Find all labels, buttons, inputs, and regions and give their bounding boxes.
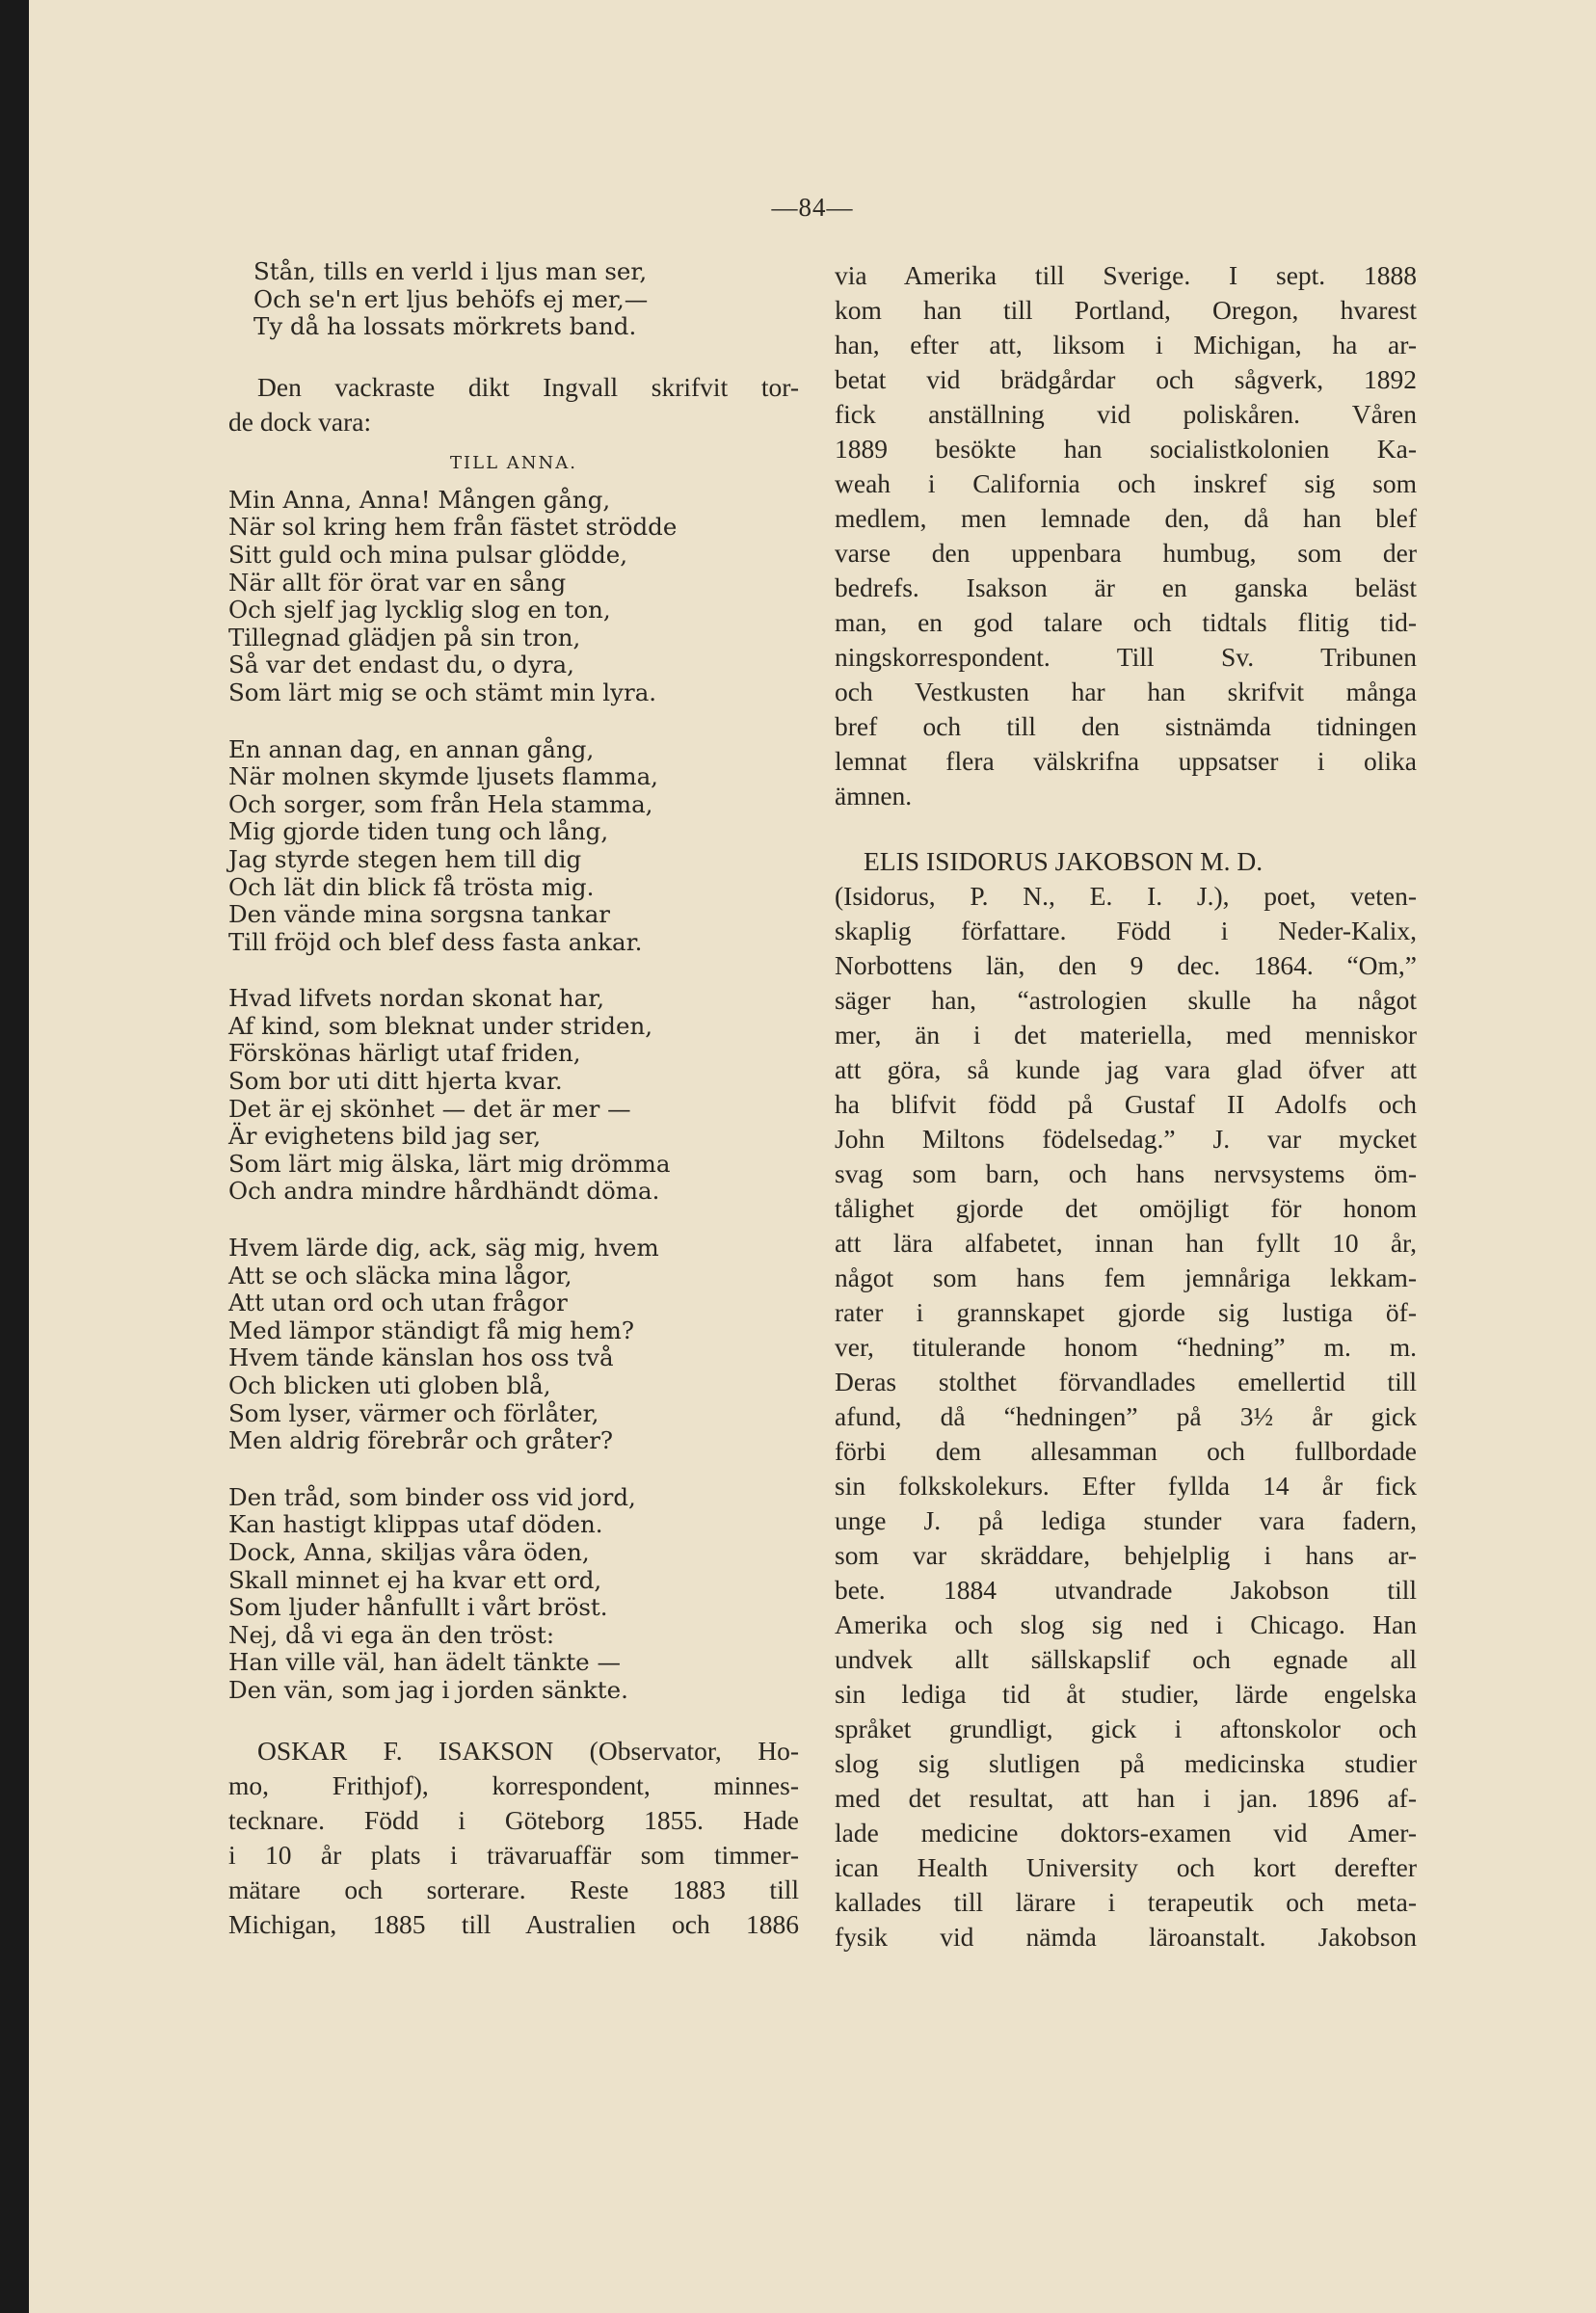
text-line: Amerika och slog sig ned i Chicago. Han xyxy=(835,1609,1417,1639)
poem-line: Det är ej skönhet — det är mer — xyxy=(228,1094,631,1123)
text-line: ELIS ISIDORUS JAKOBSON M. D. xyxy=(864,846,1264,876)
poem-line: Sitt guld och mina pulsar glödde, xyxy=(228,540,628,569)
text-line: ican Health University och kort derefter xyxy=(835,1852,1417,1882)
text-line: unge J. på lediga stunder vara fadern, xyxy=(835,1505,1417,1535)
text-line: med det resultat, att han i jan. 1896 af- xyxy=(835,1783,1417,1813)
text-line: mätare och sorterare. Reste 1883 till xyxy=(228,1874,799,1904)
poem-line: Nej, då vi ega än den tröst: xyxy=(228,1620,555,1649)
poem-stanza xyxy=(228,985,799,1206)
text-line: han, efter att, liksom i Michigan, ha ar- xyxy=(835,330,1417,359)
right-column xyxy=(835,258,1417,1954)
intro-paragraph xyxy=(228,370,799,439)
poem-fragment xyxy=(228,258,799,341)
poem-line: Hvem tände känslan hos oss två xyxy=(228,1343,614,1372)
text-line: OSKAR F. ISAKSON (Observator, Ho- xyxy=(257,1735,799,1766)
poem-line: Och lät din blick få trösta mig. xyxy=(228,872,595,901)
isakson-entry xyxy=(228,1734,799,1942)
poem-line: Och andra mindre hårdhändt döma. xyxy=(228,1177,660,1206)
poem-line: Förskönas härligt utaf friden, xyxy=(228,1039,581,1068)
book-page xyxy=(29,0,1596,2313)
text-line: weah i California och inskref sig som xyxy=(835,468,1417,498)
poem-line: Är evighetens bild jag ser, xyxy=(228,1122,542,1151)
text-line: de dock vara: xyxy=(228,406,372,437)
page-number: —84— xyxy=(771,193,854,222)
poem-line: Han ville väl, han ädelt tänkte — xyxy=(228,1648,621,1677)
poem-line: Af kind, som bleknat under striden, xyxy=(228,1011,653,1040)
text-line: skaplig författare. Född i Neder-Kalix, xyxy=(835,916,1417,945)
text-line: tecknare. Född i Göteborg 1855. Hade xyxy=(228,1804,799,1835)
text-line: Den vackraste dikt Ingvall skrifvit tor- xyxy=(257,371,799,402)
jakobson-entry xyxy=(835,844,1417,1954)
poem-line: Mig gjorde tiden tung och lång, xyxy=(228,817,609,846)
text-line: Michigan, 1885 till Australien och 1886 xyxy=(228,1908,799,1939)
poem-line: Hvad lifvets nordan skonat har, xyxy=(228,984,605,1013)
poem-line: Att utan ord och utan frågor xyxy=(228,1289,568,1317)
poem-line: När molnen skymde ljusets flamma, xyxy=(228,762,658,791)
poem-line: Och se'n ert ljus behöfs ej mer,— xyxy=(253,284,649,313)
poem-line: Som lärt mig älska, lärt mig drömma xyxy=(228,1149,671,1178)
text-line: kom han till Portland, Oregon, hvarest xyxy=(835,295,1417,325)
text-line: lemnat flera välskrifna uppsatser i olika xyxy=(835,746,1417,776)
text-line: ämnen. xyxy=(835,781,913,811)
poem-line: Men aldrig förebrår och gråter? xyxy=(228,1426,614,1455)
text-line: i 10 år plats i trävaruaffär som timmer- xyxy=(228,1839,799,1870)
text-line: Norbottens län, den 9 dec. 1864. “Om,” xyxy=(835,950,1417,980)
text-line: betat vid brädgårdar och sågverk, 1892 xyxy=(835,364,1417,394)
poem-line: Med lämpor ständigt få mig hem? xyxy=(228,1316,634,1344)
poem-line: Tillegnad glädjen på sin tron, xyxy=(228,623,581,651)
text-line: bref och till den sistnämda tidningen xyxy=(835,711,1417,741)
left-column xyxy=(228,258,799,1942)
text-line: språket grundligt, gick i aftonskolor och xyxy=(835,1714,1417,1743)
text-line: John Miltons födelsedag.” J. var mycket xyxy=(835,1124,1417,1154)
poem-line: Att se och släcka mina lågor, xyxy=(228,1261,572,1289)
text-line: något som hans fem jemnåriga lekkam- xyxy=(835,1263,1417,1292)
text-line: Deras stolthet förvandlades emellertid till xyxy=(835,1367,1417,1396)
text-line: bedrefs. Isakson är en ganska beläst xyxy=(835,572,1417,602)
text-line: afund, då “hedningen” på 3½ år gick xyxy=(835,1401,1417,1431)
text-line: svag som barn, och hans nervsystems öm- xyxy=(835,1158,1417,1188)
poem-stanza xyxy=(228,1235,799,1455)
text-line: sin lediga tid åt studier, lärde engelska xyxy=(835,1679,1417,1709)
text-line: kallades till lärare i terapeutik och meta- xyxy=(835,1887,1417,1917)
text-line: (Isidorus, P. N., E. I. J.), poet, veten- xyxy=(835,881,1417,911)
text-line: mer, än i det materiella, med menniskor xyxy=(835,1020,1417,1050)
text-line: sin folkskolekurs. Efter fyllda 14 år fick xyxy=(835,1471,1417,1501)
poem-line: Till fröjd och blef dess fasta ankar. xyxy=(228,927,643,956)
poem-line: Dock, Anna, skiljas våra öden, xyxy=(228,1537,590,1566)
poem-line: Den vände mina sorgsna tankar xyxy=(228,900,611,929)
text-line: lade medicine doktors-examen vid Amer- xyxy=(835,1818,1417,1848)
poem-stanza xyxy=(228,487,799,707)
text-line: rater i grannskapet gjorde sig lustiga öf- xyxy=(835,1297,1417,1327)
poem-line: När sol kring hem från fästet strödde xyxy=(228,513,678,542)
text-line: ver, titulerande honom “hedning” m. m. xyxy=(835,1332,1417,1362)
poem-title: TILL ANNA. xyxy=(450,452,577,473)
poem-line: Kan hastigt klippas utaf döden. xyxy=(228,1510,603,1539)
poem-line: Skall minnet ej ha kvar ett ord, xyxy=(228,1565,602,1594)
poem-stanza xyxy=(228,1484,799,1705)
text-line: förbi dem allesamman och fullbordade xyxy=(835,1436,1417,1466)
text-line: som var skräddare, behjelplig i hans ar- xyxy=(835,1540,1417,1570)
poem-line: Och sorger, som från Hela stamma, xyxy=(228,789,653,818)
text-line: bete. 1884 utvandrade Jakobson till xyxy=(835,1575,1417,1605)
text-line: att göra, så kunde jag vara glad öfver att xyxy=(835,1054,1417,1084)
poem-line: Och sjelf jag lycklig slog en ton, xyxy=(228,596,611,625)
text-line: mo, Frithjof), korrespondent, minnes- xyxy=(228,1769,799,1800)
poem-line: Som lyser, värmer och förlåter, xyxy=(228,1398,599,1427)
text-line: fick anställning vid poliskåren. Våren xyxy=(835,399,1417,429)
text-line: undvek allt sällskapslif och egnade all xyxy=(835,1644,1417,1674)
poem-line: Den tråd, som binder oss vid jord, xyxy=(228,1482,636,1511)
poem-line: Så var det endast du, o dyra, xyxy=(228,651,574,679)
poem-line: En annan dag, en annan gång, xyxy=(228,734,595,763)
poem-line: Som bor uti ditt hjerta kvar. xyxy=(228,1067,563,1096)
text-line: ha blifvit född på Gustaf II Adolfs och xyxy=(835,1089,1417,1119)
isakson-entry-continued xyxy=(835,258,1417,813)
text-line: 1889 besökte han socialistkolonien Ka- xyxy=(835,434,1417,464)
poem-line: När allt för örat var en sång xyxy=(228,568,567,597)
text-line: att lära alfabetet, innan han fyllt 10 år, xyxy=(835,1228,1417,1258)
poem-line: Min Anna, Anna! Mången gång, xyxy=(228,485,611,514)
text-line: medlem, men lemnade den, då han blef xyxy=(835,503,1417,533)
poem-stanza xyxy=(228,736,799,957)
text-line: man, en god talare och tidtals flitig tid- xyxy=(835,607,1417,637)
poem-line: Hvem lärde dig, ack, säg mig, hvem xyxy=(228,1234,659,1263)
poem-line: Den vän, som jag i jorden sänkte. xyxy=(228,1675,628,1704)
text-line: slog sig slutligen på medicinska studier xyxy=(835,1748,1417,1778)
poem-line: Jag styrde stegen hem till dig xyxy=(228,844,582,873)
text-line: ningskorrespondent. Till Sv. Tribunen xyxy=(835,642,1417,672)
text-line: via Amerika till Sverige. I sept. 1888 xyxy=(835,260,1417,290)
poem-line: Som lärt mig se och stämt min lyra. xyxy=(228,678,657,706)
text-line: säger han, “astrologien skulle ha något xyxy=(835,985,1417,1015)
poem-line: Ty då ha lossats mörkrets band. xyxy=(253,312,637,341)
text-line: varse den uppenbara humbug, som der xyxy=(835,538,1417,568)
text-line: och Vestkusten har han skrifvit många xyxy=(835,677,1417,706)
poem-line: Stån, tills en verld i ljus man ser, xyxy=(253,257,648,285)
poem-line: Och blicken uti globen blå, xyxy=(228,1371,551,1399)
poem-line: Som ljuder hånfullt i vårt bröst. xyxy=(228,1593,608,1622)
text-line: fysik vid nämda läroanstalt. Jakobson xyxy=(835,1922,1417,1952)
text-line: tålighet gjorde det omöjligt för honom xyxy=(835,1193,1417,1223)
